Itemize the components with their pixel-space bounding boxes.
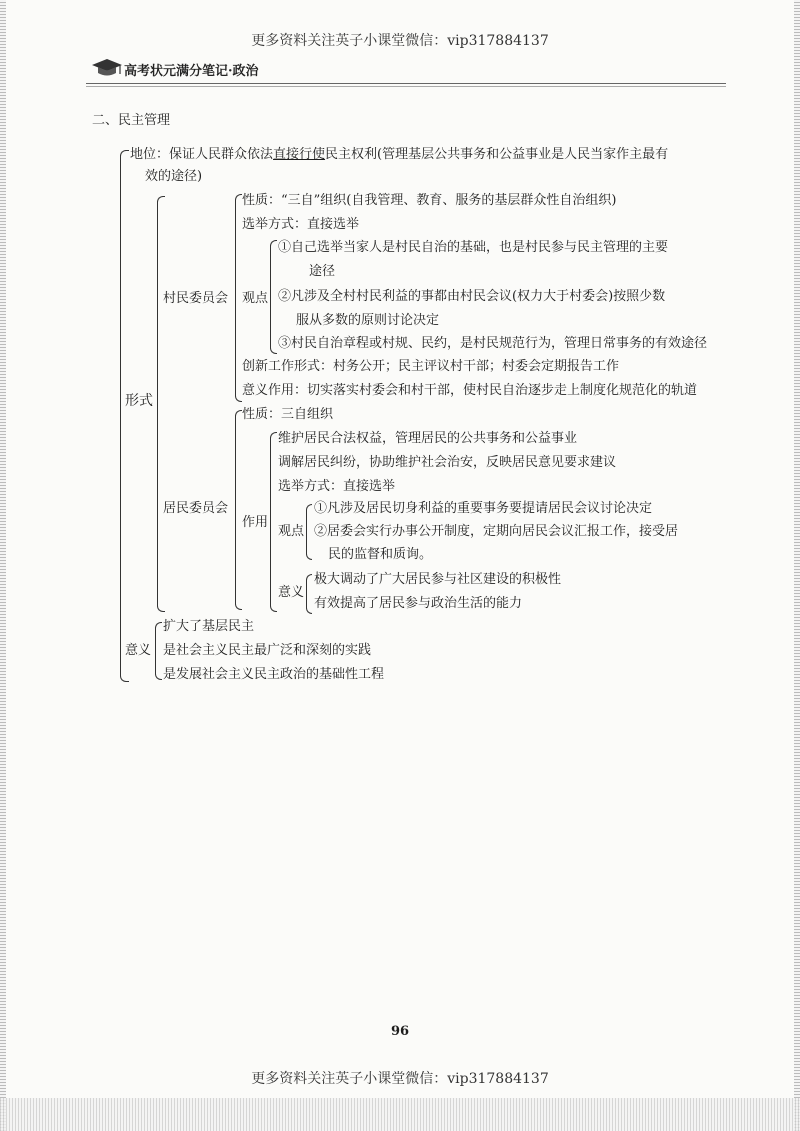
status-text-post: 民主权利(管理基层公共事务和公益事业是人民当家作主最有: [325, 147, 669, 162]
resident-function-1: 维护居民合法权益，管理居民的公共事务和公益事业: [278, 431, 578, 446]
village-viewpoint-2b: 服从多数的原则讨论决定: [296, 313, 440, 328]
village-viewpoint-3: ③村民自治章程或村规、民约，是村民规范行为，管理日常事务的有效途径: [278, 336, 708, 351]
resident-viewpoint-1: ①凡涉及居民切身利益的重要事务要提请居民会议讨论决定: [314, 501, 653, 516]
grad-cap-icon: [90, 58, 124, 82]
village-election: 选举方式：直接选举: [242, 217, 360, 232]
scan-edge-left: [0, 0, 6, 1131]
form-brace: [157, 196, 165, 612]
resident-brace: [235, 410, 242, 610]
village-nature: 性质：“三自”组织(自我管理、教育、服务的基层群众性自治组织): [242, 193, 617, 208]
resident-label: 居民委员会: [163, 501, 229, 516]
resident-viewpoint-2: ②居委会实行办事公开制度，定期向居民会议汇报工作，接受居: [314, 524, 679, 539]
significance-item-2: 是社会主义民主最广泛和深刻的实践: [163, 643, 372, 658]
significance-item-1: 扩大了基层民主: [163, 619, 255, 634]
header-rule: [86, 83, 726, 84]
resident-function-brace: [270, 432, 277, 612]
resident-meaning-brace: [306, 574, 312, 614]
header-title: 高考状元满分笔记·政治: [124, 64, 259, 79]
status-label: 地位：: [130, 147, 170, 162]
resident-nature: 性质：三自组织: [242, 407, 334, 422]
village-innovation: 创新工作形式：村务公开；民主评议村干部；村委会定期报告工作: [242, 359, 620, 374]
significance-label: 意义: [125, 643, 152, 658]
header-rule-thin: [86, 86, 726, 87]
village-brace: [235, 194, 242, 402]
resident-meaning-label: 意义: [278, 585, 305, 600]
scan-noise-bottom: [0, 1098, 800, 1131]
status-line: [130, 146, 668, 164]
village-viewpoint-label: 观点: [242, 291, 269, 306]
village-viewpoint-brace: [270, 240, 277, 354]
watermark-top: 更多资料关注英子小课堂微信：vip317884137: [251, 33, 549, 49]
significance-brace: [155, 622, 162, 680]
village-label: 村民委员会: [163, 291, 229, 306]
resident-meaning-2: 有效提高了居民参与政治生活的能力: [314, 596, 523, 611]
form-label: 形式: [125, 393, 153, 409]
status-text-underlined: 直接行使: [273, 147, 326, 162]
resident-function-2: 调解居民纠纷，协助维护社会治安，反映居民意见要求建议: [278, 455, 617, 470]
village-viewpoint-1a: ①自己选举当家人是村民自治的基础，也是村民参与民主管理的主要: [278, 240, 669, 255]
village-meaning: 意义作用：切实落实村委会和村干部，使村民自治逐步走上制度化规范化的轨道: [242, 383, 698, 398]
village-viewpoint-2a: ②凡涉及全村村民利益的事都由村民会议(权力大于村委会)按照少数: [278, 289, 666, 304]
resident-election: 选举方式：直接选举: [278, 479, 396, 494]
resident-meaning-1: 极大调动了广大居民参与社区建设的积极性: [314, 572, 562, 587]
significance-item-3: 是发展社会主义民主政治的基础性工程: [163, 667, 385, 682]
resident-function-label: 作用: [242, 515, 269, 530]
resident-viewpoint-3: 民的监督和质询。: [328, 547, 433, 562]
village-viewpoint-1b: 途径: [309, 264, 336, 279]
resident-viewpoint-brace: [306, 504, 312, 560]
status-text-pre: 保证人民群众依法: [169, 147, 274, 162]
page-number: 96: [390, 1024, 410, 1039]
scan-edge-right: [794, 0, 800, 1131]
status-text-line2: 效的途径): [145, 169, 203, 184]
resident-viewpoint-label: 观点: [278, 524, 305, 539]
section-title: 二、民主管理: [92, 113, 171, 128]
outer-brace: [120, 150, 129, 682]
watermark-bottom: 更多资料关注英子小课堂微信：vip317884137: [251, 1071, 549, 1087]
